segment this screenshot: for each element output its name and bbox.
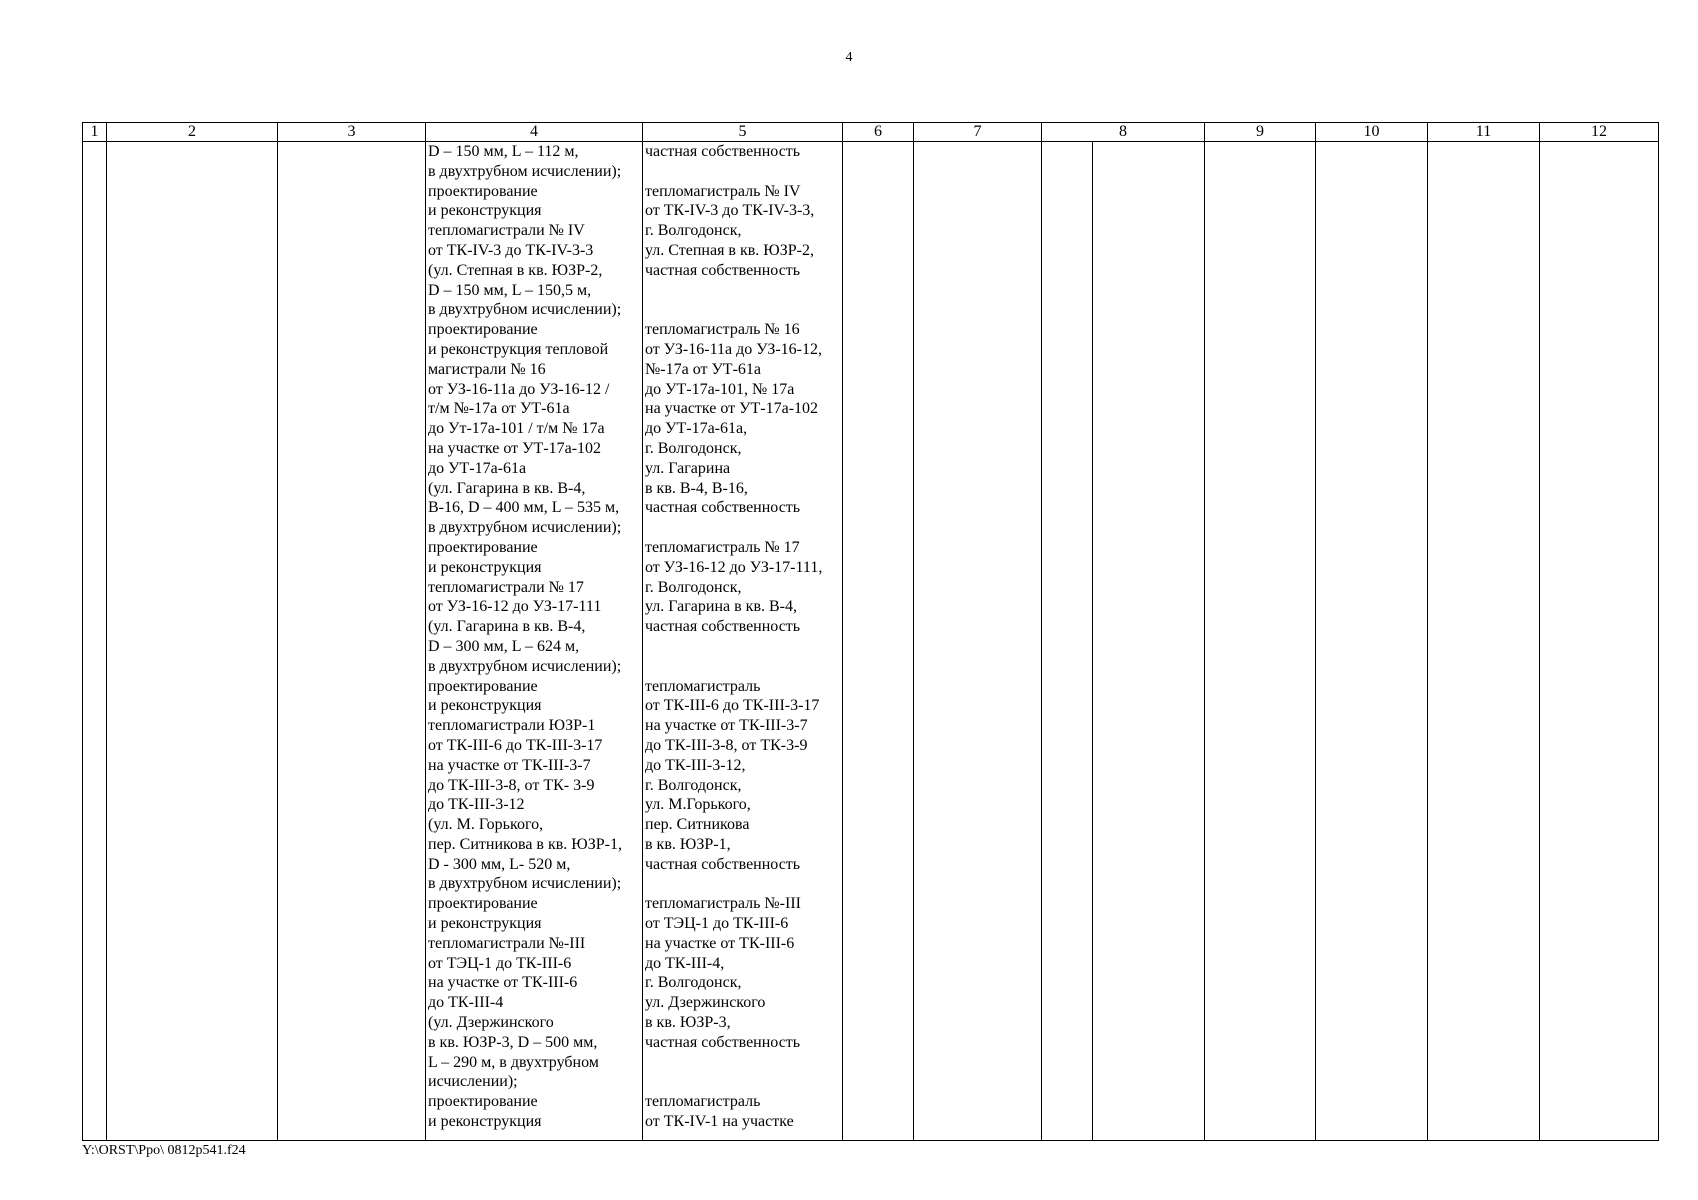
col8-split [1042,142,1204,1140]
text-line: и реконструкция [428,1113,542,1131]
text-line: г. Волгодонск, [645,222,742,240]
col-header: 3 [278,123,426,142]
col5-text [643,142,842,1132]
text-line: тепломагистрали №-III [428,934,586,952]
text-line: ул. Дзержинского [645,994,766,1012]
text-line: от УЗ-16-11а до УЗ-16-12, [645,340,823,358]
text-line: в двухтрубном исчислении); [428,519,622,537]
text-line: магистрали № 16 [428,360,546,378]
col8-subcell-left [1042,142,1093,1140]
text-line: до УТ-17а-101, № 17а [645,380,795,398]
text-line: и реконструкция [428,202,542,220]
text-line: в кв. ЮЗР-3, D – 500 мм, [428,1033,598,1051]
text-line: до ТК-III-4 [428,994,504,1012]
text-line: (ул. Гагарина в кв. В-4, [428,618,586,636]
text-line: на участке от ТК-III-6 [428,974,578,992]
text-line: №-17а от УТ-61а [645,360,762,378]
text-line: частная собственность [645,855,801,873]
table-row [83,142,1659,1141]
text-line: и реконструкция [428,558,542,576]
text-line: на участке от УТ-17а-102 [428,439,602,457]
text-line: частная собственность [645,1033,801,1051]
footer-file-path: Y:\ORST\Ppo\ 0812p541.f24 [82,1143,246,1158]
text-line [645,1053,842,1073]
text-line: тепломагистраль № IV [645,182,801,200]
text-line: до УТ-17а-61а, [645,420,748,438]
col-header: 6 [843,123,914,142]
text-line: от ТЭЦ-1 до ТК-III-6 [645,915,789,933]
cell-col2 [107,142,278,1141]
text-line: на участке от УТ-17а-102 [645,400,819,418]
text-line: г. Волгодонск, [645,974,742,992]
text-line: (ул. Степная в кв. ЮЗР-2, [428,261,603,279]
text-line: частная собственность [645,261,801,279]
text-line: от УЗ-16-11а до УЗ-16-12 / [428,380,610,398]
col-header: 2 [107,123,278,142]
col-header: 10 [1316,123,1428,142]
text-line: от ТК-III-6 до ТК-III-3-17 [428,736,603,754]
text-line: D - 300 мм, L- 520 м, [428,855,571,873]
text-line: и реконструкция тепловой [428,340,609,358]
text-line [645,657,842,677]
text-line: исчислении); [428,1073,518,1091]
text-line: (ул. М. Горького, [428,816,544,834]
col-header: 9 [1205,123,1316,142]
text-line: от ТК-IV-3 до ТК-IV-3-3, [645,202,815,220]
cell-col11 [1428,142,1540,1141]
text-line: г. Волгодонск, [645,578,742,596]
text-line: ул. Степная в кв. ЮЗР-2, [645,241,814,259]
cell-col3 [278,142,426,1141]
text-line: от УЗ-16-12 до УЗ-17-111 [428,598,602,616]
text-line: (ул. Гагарина в кв. В-4, [428,479,586,497]
text-line: от ТЭЦ-1 до ТК-III-6 [428,954,572,972]
text-line: ул. Гагарина [645,459,731,477]
text-line: тепломагистрали № IV [428,222,585,240]
text-line: от ТК-IV-3 до ТК-IV-3-3 [428,241,594,259]
text-line [645,874,842,894]
text-line: в двухтрубном исчислении); [428,162,622,180]
text-line: до ТК-III-3-12, [645,756,746,774]
text-line [645,518,842,538]
text-line: до ТК-III-3-8, от ТК-3-9 [645,736,808,754]
text-line: тепломагистраль № 17 [645,538,800,556]
text-line: частная собственность [645,143,801,160]
text-line: D – 300 мм, L – 624 м, [428,637,580,655]
text-line: в кв. ЮЗР-3, [645,1014,731,1032]
text-line: до ТК-III-4, [645,954,725,972]
text-line: проектирование [428,182,538,200]
text-line: проектирование [428,895,538,913]
text-line: ул. Гагарина в кв. В-4, [645,598,798,616]
text-line: до ТК-III-3-8, от ТК- 3-9 [428,776,595,794]
page-number: 4 [845,50,853,65]
col-header: 4 [426,123,643,142]
text-line: тепломагистраль [645,1093,761,1111]
col-header: 8 [1042,123,1205,142]
text-line: частная собственность [645,618,801,636]
cell-col1 [83,142,107,1141]
text-line: от ТК-IV-1 на участке [645,1113,794,1131]
text-line: на участке от ТК-III-3-7 [645,717,808,735]
text-line [645,637,842,657]
text-line: частная собственность [645,499,801,517]
text-line: до Ут-17а-101 / т/м № 17а [428,420,605,438]
text-line: тепломагистраль [645,677,761,695]
col-header: 11 [1428,123,1540,142]
text-line: (ул. Дзержинского [428,1014,554,1032]
text-line: и реконструкция [428,915,542,933]
text-line: т/м №-17а от УТ-61а [428,400,570,418]
text-line: пер. Ситникова в кв. ЮЗР-1, [428,835,622,853]
text-line: в кв. В-4, В-16, [645,479,748,497]
cell-col12 [1540,142,1659,1141]
text-line: в двухтрубном исчислении); [428,657,622,675]
text-line [645,300,842,320]
col4-text [426,142,642,1132]
text-line: ул. М.Горького, [645,796,751,814]
text-line: D – 150 мм, L – 112 м, [428,143,579,160]
text-line: до УТ-17а-61а [428,459,527,477]
cell-col4 [426,142,643,1141]
text-line: в кв. ЮЗР-1, [645,835,731,853]
header-row [83,123,1659,142]
cell-col9 [1205,142,1316,1141]
text-line: от УЗ-16-12 до УЗ-17-111, [645,558,823,576]
text-line: проектирование [428,321,538,339]
text-line: в двухтрубном исчислении); [428,875,622,893]
col-header: 12 [1540,123,1659,142]
text-line: в двухтрубном исчислении); [428,301,622,319]
cell-col5 [643,142,843,1141]
text-line: L – 290 м, в двухтрубном [428,1053,599,1071]
col-header: 7 [914,123,1042,142]
text-line: проектирование [428,677,538,695]
text-line: г. Волгодонск, [645,439,742,457]
text-line: до ТК-III-3-12 [428,796,525,814]
cell-col7 [914,142,1042,1141]
text-line: проектирование [428,1093,538,1111]
cell-col10 [1316,142,1428,1141]
text-line: г. Волгодонск, [645,776,742,794]
text-line: тепломагистраль № 16 [645,321,800,339]
data-table [82,122,1659,1141]
text-line [645,281,842,301]
col-header: 5 [643,123,843,142]
text-line [645,1072,842,1092]
text-line: В-16, D – 400 мм, L – 535 м, [428,499,620,517]
text-line: от ТК-III-6 до ТК-III-3-17 [645,697,820,715]
text-line: тепломагистрали ЮЗР-1 [428,717,596,735]
text-line: и реконструкция [428,697,542,715]
cell-col6 [843,142,914,1141]
text-line: проектирование [428,538,538,556]
text-line: тепломагистраль №-III [645,895,801,913]
text-line: на участке от ТК-III-6 [645,934,795,952]
col8-subcell-right [1093,142,1204,1140]
cell-col8 [1042,142,1205,1141]
text-line: D – 150 мм, L – 150,5 м, [428,281,592,299]
text-line: на участке от ТК-III-3-7 [428,756,591,774]
text-line [645,162,842,182]
text-line: пер. Ситникова [645,816,750,834]
col-header: 1 [83,123,107,142]
text-line: тепломагистрали № 17 [428,578,584,596]
